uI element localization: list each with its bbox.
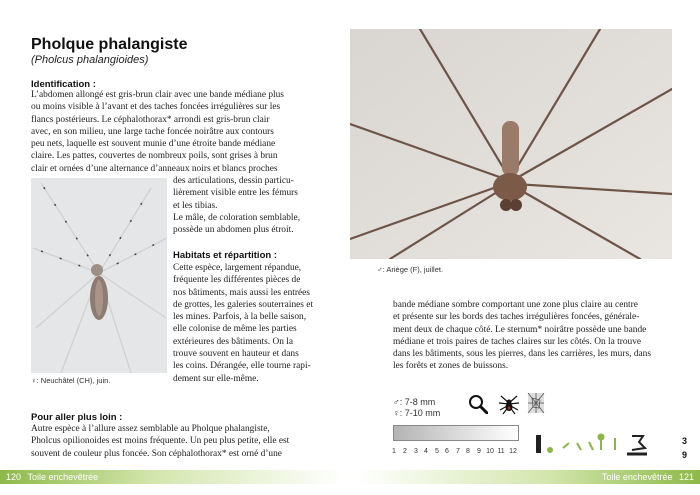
page-number-left: 120 bbox=[6, 472, 22, 482]
habitats-text: Cette espèce, largement répandue, fréquente les différentes pièces de nos bâtiments, mais aussi les entrées de grottes, les galeries souterraines et les mines. Parfois, à la belle saison, elle colonise de même les parties extérieures des bâtiments. On la trouve souvent en hauteur et dans les coins. Dérangée, elle tourne rapi- dement sur elle-même. bbox=[173, 263, 314, 384]
page-title: Pholque phalangiste bbox=[31, 36, 188, 53]
spider-icon bbox=[498, 393, 520, 415]
habitats-heading: Habitats et répartition : bbox=[173, 250, 277, 261]
identification-text-continued: des articulations, dessin particu- lièrement visible entre les fémurs et les tibias. Le mâle, de coloration semblable, possède un abdomen plus étroit. bbox=[173, 176, 301, 236]
size-male: ♂: 7-8 mm bbox=[393, 397, 436, 407]
scientific-name: (Pholcus phalangioides) bbox=[31, 54, 149, 66]
identification-heading: Identification : bbox=[31, 79, 96, 90]
month-start: 3 bbox=[682, 436, 688, 446]
footer-section-left: Toile enchevêtrée bbox=[27, 472, 99, 482]
size-scale-bar bbox=[393, 425, 519, 441]
female-spider-photo bbox=[31, 178, 167, 373]
size-female: ♀: 7-10 mm bbox=[393, 408, 441, 418]
footer-left bbox=[0, 470, 343, 484]
magnifier-icon bbox=[468, 394, 488, 414]
footer-right bbox=[357, 470, 700, 484]
continued-text: bande médiane sombre comportant une zone plus claire au centre et présente sur les bords des taches irrégulières foncées, générale- ment deux de chaque côté. Le sternum* noirâtre possède une bande médiane et trois paires de taches claires sur les côtés. On la trouve dans les bâtiments, sous les pierres, dans les carrières, les murs, dans les forêts et zones de buissons. bbox=[393, 300, 652, 372]
page-number-right: 121 bbox=[678, 472, 694, 482]
footer-section-right: Toile enchevêtrée bbox=[601, 472, 673, 482]
male-spider-photo bbox=[350, 29, 672, 259]
female-photo-caption: ♀: Neuchâtel (CH), juin. bbox=[31, 376, 111, 385]
month-end: 9 bbox=[682, 450, 688, 460]
further-heading: Pour aller plus loin : bbox=[31, 412, 123, 423]
silhouette-row bbox=[535, 428, 675, 458]
further-text: Autre espèce à l’allure assez semblable au Pholque phalangiste, Pholcus opilionoides est moins fréquente. Un peu plus petite, elle est souvent de couleur plus foncée. Son céphalothorax* est orné d’une bbox=[31, 424, 290, 459]
male-photo-caption: ♂: Ariège (F), juillet. bbox=[377, 265, 444, 274]
web-icon bbox=[527, 392, 545, 414]
identification-text: L’abdomen allongé est gris-brun clair avec une bande médiane plus ou moins visible à l’avant et des taches foncées irrégulières sur les flancs postérieurs. Le céphalothorax* arrondi est gris-brun clair avec, en son milieu, une large tache foncée noirâtre aux contours peu nets, laquelle est souvent munie d’une étroite bande médiane claire. Les pattes, couvertes de nombreux poils, sont grises à brun clair et ornées d’une alternance d’anneaux noirs et blancs proches bbox=[31, 90, 284, 174]
